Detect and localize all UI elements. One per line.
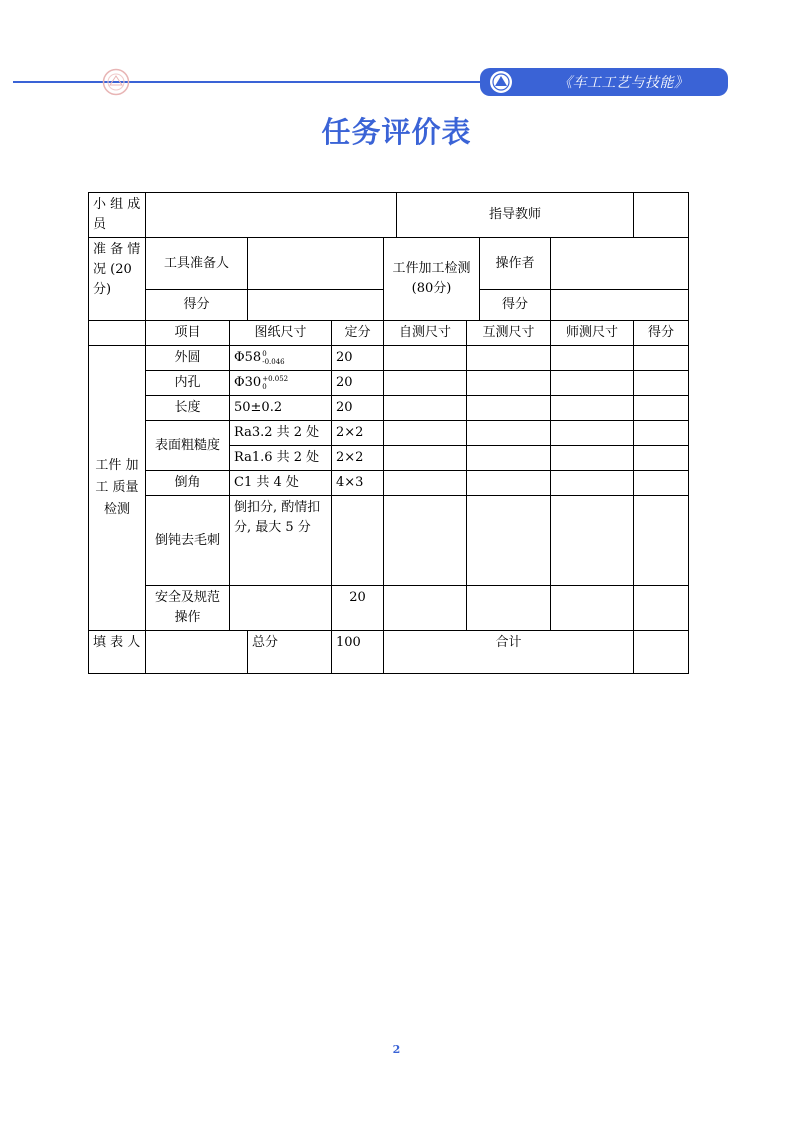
operator-value bbox=[551, 238, 689, 290]
row-drawing: 倒扣分, 酌情扣分, 最大 5 分 bbox=[230, 496, 332, 586]
row-item: 倒角 bbox=[146, 471, 230, 496]
page-title: 任务评价表 bbox=[321, 115, 472, 149]
blank-cell bbox=[89, 321, 146, 346]
row-points: 2×2 bbox=[332, 446, 384, 471]
row-drawing: C1 共 4 处 bbox=[230, 471, 332, 496]
quality-check-label: 工件 加工 质量 检测 bbox=[89, 346, 146, 631]
total-value: 100 bbox=[332, 631, 384, 674]
row-drawing: Φ58 0 -0.046 bbox=[230, 346, 332, 371]
total-label: 总分 bbox=[248, 631, 332, 674]
school-seal-icon bbox=[485, 70, 517, 94]
tool-preparer-value bbox=[248, 238, 384, 290]
row-item: 表面粗糙度 bbox=[146, 421, 230, 471]
row-points: 20 bbox=[332, 396, 384, 421]
sum-label: 合计 bbox=[384, 631, 634, 674]
prep-score-value bbox=[248, 290, 384, 321]
column-header-score: 得分 bbox=[634, 321, 689, 346]
row-drawing: 50±0.2 bbox=[230, 396, 332, 421]
filler-label: 填 表 人 bbox=[89, 631, 146, 674]
tool-preparer-label: 工具准备人 bbox=[146, 238, 248, 290]
header-rule bbox=[13, 81, 493, 83]
row-item: 安全及规范操作 bbox=[146, 586, 230, 631]
row-points: 4×3 bbox=[332, 471, 384, 496]
row-points: 2×2 bbox=[332, 421, 384, 446]
row-item: 倒钝去毛刺 bbox=[146, 496, 230, 586]
filler-value bbox=[146, 631, 248, 674]
row-drawing: Ra1.6 共 2 处 bbox=[230, 446, 332, 471]
sum-value bbox=[634, 631, 689, 674]
group-members-value bbox=[146, 193, 397, 238]
header-banner bbox=[480, 68, 728, 96]
column-header-item: 项目 bbox=[146, 321, 230, 346]
column-header-peer-check: 互测尺寸 bbox=[467, 321, 551, 346]
prep-label: 准 备 情 况 (20 分) bbox=[89, 238, 146, 321]
row-item: 外圆 bbox=[146, 346, 230, 371]
check-score-label: 得分 bbox=[480, 290, 551, 321]
book-title: 《车工工艺与技能》 bbox=[558, 75, 689, 91]
prep-score-label: 得分 bbox=[146, 290, 248, 321]
operator-label: 操作者 bbox=[480, 238, 551, 290]
page-number: 2 bbox=[392, 1043, 401, 1056]
row-item: 内孔 bbox=[146, 371, 230, 396]
column-header-points: 定分 bbox=[332, 321, 384, 346]
row-points: 20 bbox=[332, 586, 384, 631]
row-drawing: Φ30 +0.052 0 bbox=[230, 371, 332, 396]
column-header-drawing-size: 图纸尺寸 bbox=[230, 321, 332, 346]
column-header-teacher-check: 师测尺寸 bbox=[551, 321, 634, 346]
group-members-label: 小 组 成员 bbox=[89, 193, 146, 238]
row-points: 20 bbox=[332, 371, 384, 396]
workpiece-check-label: 工件加工检测(80分) bbox=[384, 238, 480, 321]
instructor-value bbox=[634, 193, 689, 238]
row-drawing: Ra3.2 共 2 处 bbox=[230, 421, 332, 446]
check-score-value bbox=[551, 290, 689, 321]
row-item: 长度 bbox=[146, 396, 230, 421]
school-seal-icon bbox=[102, 68, 130, 96]
column-header-self-check: 自测尺寸 bbox=[384, 321, 467, 346]
instructor-label: 指导教师 bbox=[397, 193, 634, 238]
row-points: 20 bbox=[332, 346, 384, 371]
evaluation-table bbox=[88, 192, 689, 674]
